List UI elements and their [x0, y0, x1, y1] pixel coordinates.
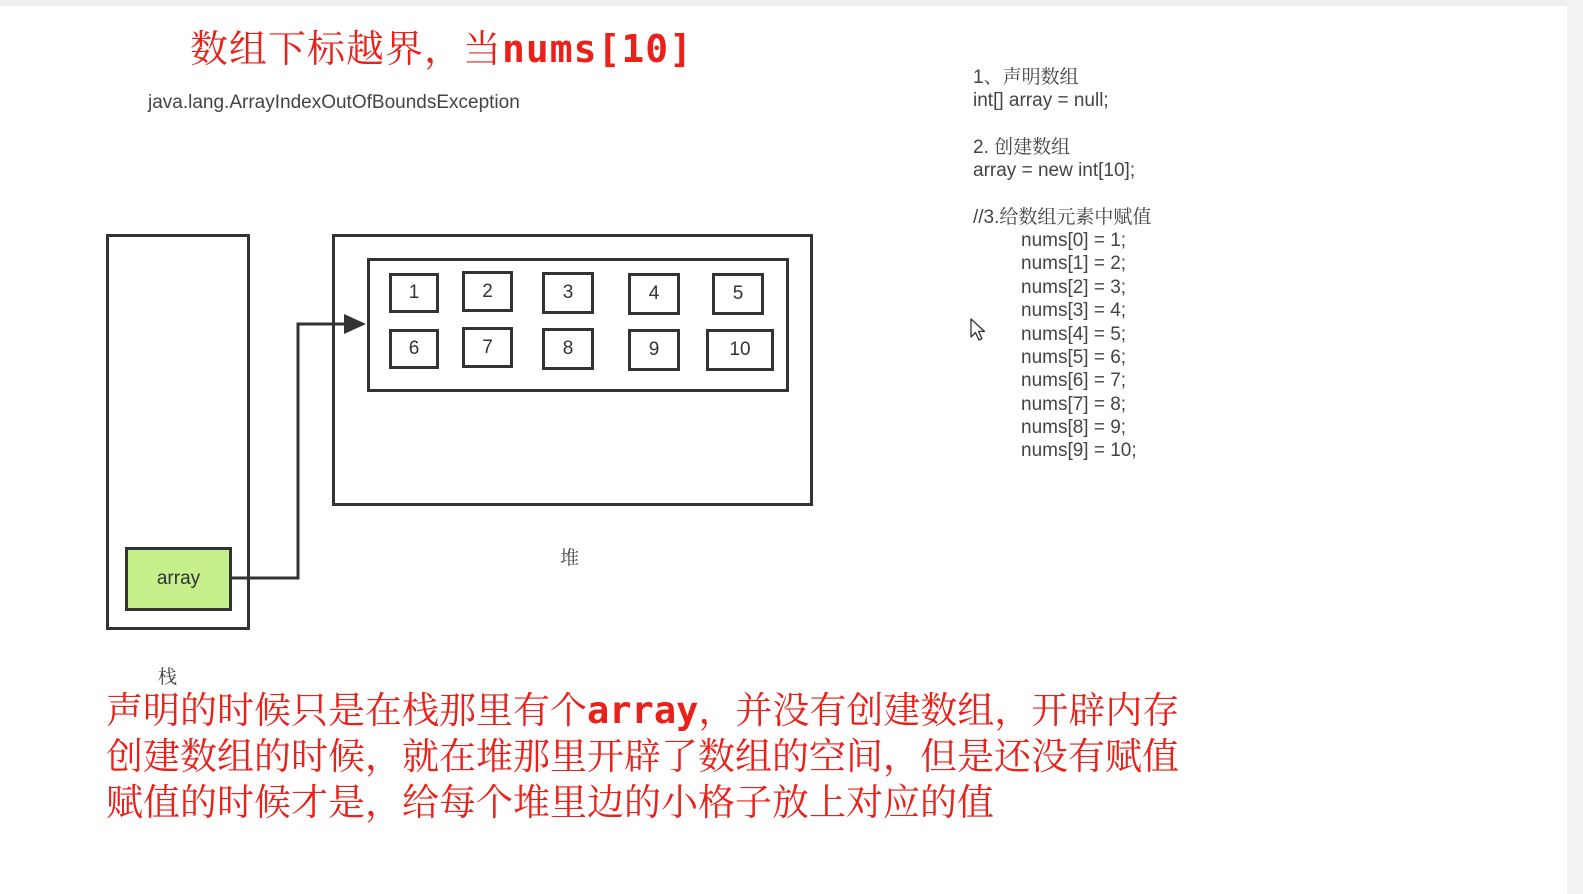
step1-code: int[] array = null;	[973, 90, 1109, 112]
heap-cell: 5	[712, 273, 764, 315]
step3-title: //3.给数组元素中赋值	[973, 206, 1152, 228]
assignment-line: nums[0] = 1;	[1021, 229, 1127, 251]
array-variable-box: array	[125, 547, 232, 611]
heap-cell: 1	[389, 273, 439, 313]
title-code: nums[10]	[502, 27, 694, 71]
assignment-line: nums[6] = 7;	[1021, 370, 1127, 392]
step1-title: 1、声明数组	[973, 67, 1079, 88]
mouse-cursor-icon	[969, 317, 987, 343]
top-border	[0, 0, 1583, 6]
assignment-line: nums[8] = 9;	[1021, 417, 1127, 439]
assignment-line: nums[9] = 10;	[1021, 440, 1137, 462]
heap-label: 堆	[560, 547, 580, 569]
heap-cell: 9	[628, 329, 680, 371]
step2-title: 2. 创建数组	[973, 136, 1071, 158]
heap-cell: 6	[389, 329, 439, 369]
assignment-line: nums[7] = 8;	[1021, 393, 1127, 415]
assignment-line: nums[5] = 6;	[1021, 346, 1127, 368]
explanation-code: array	[587, 689, 699, 732]
heap-cell: 10	[706, 329, 774, 371]
explanation-text	[106, 688, 1179, 826]
explanation-line-2: 创建数组的时候，就在堆那里开辟了数组的空间，但是还没有赋值	[106, 735, 1179, 778]
assignment-line: nums[4] = 5;	[1021, 323, 1127, 345]
exception-name: java.lang.ArrayIndexOutOfBoundsException	[148, 92, 520, 113]
step2-code: array = new int[10];	[973, 160, 1136, 182]
heap-cell: 4	[628, 273, 680, 315]
page-title	[190, 18, 693, 73]
heap-cell: 2	[462, 271, 513, 312]
explanation-line-1: 声明的时候只是在栈那里有个array，并没有创建数组，开辟内存	[106, 689, 1180, 732]
heap-cell: 8	[542, 328, 594, 370]
explanation-line-3: 赋值的时候才是，给每个堆里边的小格子放上对应的值	[106, 781, 994, 824]
code-block	[973, 66, 1151, 463]
heap-cell: 3	[542, 272, 594, 314]
assignment-line: nums[2] = 3;	[1021, 276, 1127, 298]
title-text: 数组下标越界，当	[190, 27, 503, 71]
heap-cell: 7	[462, 327, 513, 368]
right-scroll-gutter	[1567, 0, 1583, 894]
stack-label: 栈	[158, 666, 178, 688]
assignment-line: nums[1] = 2;	[1021, 253, 1127, 275]
assignment-line: nums[3] = 4;	[1021, 300, 1127, 322]
